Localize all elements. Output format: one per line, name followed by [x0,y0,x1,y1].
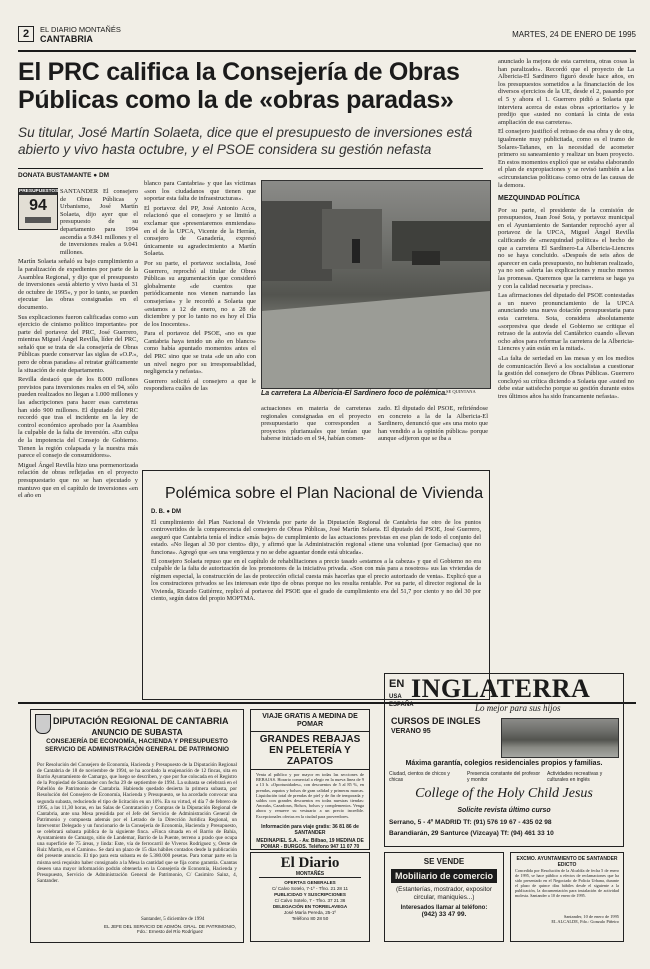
col2-para: Para el portavoz del PSOE, «no es que Cantabria haya tenido un año en blanco» como había apuntado momentos antes el del PRC sino que se trata «de un año con un nivel negro por su irresponsabilidad, negligencia y nefasta». [144,330,256,376]
ad-dip-title: DIPUTACIÓN REGIONAL DE CANTABRIA [53,716,229,726]
ad-pomar-info: Información para viaje gratis: 36 81 86 de SANTANDER [261,824,359,836]
ad-pomar [250,709,370,850]
ad-ing-banner: Máxima garantía, colegios residenciales propios y familias. [405,760,603,767]
ad-dip-signature: EL JEFE DEL SERVICIO DE ADMÓN. GRAL. DE PATRIMONIO, Fdo.: Ernesto del Río Rodríguez [104,924,236,935]
article-col-1 [18,188,138,696]
article-col-2 [144,180,256,480]
ad-pomar-body: Venta al público y por mayor en todas las secciones de REBAJAS. Horario comercial a elegir en la nueva línea de 9 a 13 h. «Oportunidades», con descuentos de 5 al 85 %, en prendas, zapatos y bolsos de gran calidad y primeras marcas. Liquidación total de prendas de piel y de fin de temporada y saldos con grandes descuentos en todas nuestras tiendas: Anoraks, Cazadoras, Bolsos, bolsos y complementos. Venga ahora y renueve su vestuario a un precio increíble. Excepcionales ofertas en la ciudad para proveedores. [256,772,364,819]
col1-para: Revilla destacó que de los 8.000 millones previstos para inversiones reales en el 94, sólo pueden realizados no llegan a 1.000 millones y las adscripciones para hacer esas carreteras han sido 900 millones. El diputado del PRC recordó que tras el incidente en la ley de control económico aprobado por la Asamblea la culpable de la falta de inversión. «En culpa de la impotencia del Consejo de Gobierno. Tienen la región colapsada y la nuestra más parece el consejo de consumidores». [18,376,138,460]
article-col-right [498,58,634,698]
col2-para: Guerrero solicitó al consejero a que le respondiera cuáles de las [144,377,256,393]
ad-diario-line: Teléfono 80 28 50 [291,916,329,921]
ad-ing-college: College of the Holy Child Jesus [415,786,593,801]
ad-diario-line: OFERTAS GENERALES [284,880,336,885]
ad-ayto-date: Santander, 10 de enero de 1995 [563,914,619,919]
ad-ing-feature: Presencia constante del profesor y monitor [467,771,541,783]
ad-ayto-subtitle: EDICTO [557,862,577,868]
ad-diario-line: DELEGACIÓN EN TORRELAVEGA [272,904,348,909]
photo-credit: SE QUINTANA [446,389,476,394]
col1-para: Miguel Ángel Revilla hizo una pormenorizada relación de obras reflejadas en el proyecto presupuestario que no se han ejecutado y mantuvo que en el capítulo de inversiones «en el año en [18,461,138,500]
ad-dip-body: Por Resolución del Consejero de Economía, Hacienda y Presupuesto de la Diputación Regional de Cantabria de 18 de noviembre de 1994, se ha acordado la enajenación de 12 fincas, sita en Barrio Ayuntamiento de Camargo, que luego se describen, y que por fue colocada en el Registro de la Propiedad de Santander con fecha 29 de septiembre de 1994. La subasta se celebrará en el Pabellón de Patrimonio de Cantabria. Habiendo quedado desierta la primera subasta, por Resolución del Consejero de Economía, Hacienda y Presupuesto, se ha acordado convocar una segunda subasta, reduciendo el tipo de licitación en un 10%. En su virtud, el día 7 de febrero de 1995, a las 11,30 horas, en las Salas de Contratación y Compras de la Diputación Regional de Cantabria, ante una Mesa presidida por el Jefe del Servicio de Administración General de Patrimonio y compuesta además por el Letrado de la Dirección Jurídica Regional, un Interventor Delegado y un funcionario de la Consejería de Economía, Hacienda y Presupuesto, se celebrará subasta pública de la siguiente finca. «Finca situada en el Barrio de Bahía, Ayuntamiento de Camargo, sitio de Landemar, Barrio de la Puente, terreno a prado que ocupa una superficie de 75 áreas, y linda: Este, vía de ferrocarril de Viveros Rodríguez y, Oeste de Ruiz Martín, en el Camino». Se dará un plazo de 15 días hábiles contados desde la publicación del presente anuncio. El tipo para esta subasta es de 5.380.000 pesetas. Para tomar parte en la misma será requisito haber consignado a la Mesa la cantidad que se fija como garantía. Cuantas deseen una mayor información podrán obtenerla en la Consejería de Economía, Hacienda y Presupuesto, Servicio de Administración General de Patrimonio, C/ Casimiro Sainz, 4, Santander. [37,762,237,884]
article-col-3: actuaciones en materia de carreteras regionales consignadas en el proyecto presupuestario que corresponden a proyectos plurianuales que tenían que haberse iniciado en el 94, habían comen- [261,405,371,443]
ad-ing-title: INGLATERRA [411,674,591,703]
ad-diario-line: PUBLICIDAD Y SUSCRIPCIONES [274,892,346,897]
ad-diario-title: El Diario [280,855,340,871]
ad-vende-items: (Estanterías, mostrador, expositor circular, maniquíes...) [396,886,492,901]
right-para: El consejero justificó el retraso de esa obra y de otra, igualmente muy publicitada, como es el tramo de Solares-Tañanes, en la necesidad de acometer primero su saneamiento y realizar un buen proyecto. En estos momentos explicó que se estaba elaborando el plan de expropiaciones y se revisó también a las «circunstancias políticas» como otra de las causas de la demora. [498,128,634,189]
ad-pomar-kicker: VIAJE GRATIS A MEDINA DE POMAR [262,713,358,728]
ad-vende-contact: Interesados llamar al teléfono: [400,905,488,911]
col1-para: Martín Solaeta señaló su bajo cumplimiento a la paralización de expedientes por parte de la Asamblea Regional, y dijo que el presupuesto de inversiones «está abierto y vivo hasta el 31 de octubre de 1995», y por lo tanto, se pueden ejecutar las obras consignadas en el documento. [18,258,138,311]
right-para: Por su parte, el presidente de la comisión de presupuestos, Juan José Sota, y portavoz municipal en el Ayuntamiento de Santander reprochó ayer al portavoz de la UPCA, Miguel Ángel Revilla calificando de «mezquindad política» el hecho de que a carretera El Sardinero-La Albericia-Liencres no se haya concluido. «Después de seis años de aparecer en cada presupuesto, no hubieran realizado, ya no son «alerta las explicaciones y mucho menos las promesas. Queremos que la carretera se haga ya y con la calidad necesaria y precisa». [498,206,634,290]
ad-inglaterra [384,673,624,847]
ad-diario-line: C/ Calvo Sotelo, 7-1º - Tfno. 21 28 11 [271,886,349,891]
ad-dip-date: Santander, 5 diciembre de 1994 [141,917,205,922]
ad-pomar-address: MEDINAPIEL S.A. - Av. Bilbao, 19 MEDINA DE POMAR - BURGOS. Teléfono 947 11 07 70 [256,838,364,850]
ad-ayuntamiento [510,852,624,942]
ad-ing-photo [501,718,619,758]
ad-ing-season: VERANO 95 [391,728,431,735]
ad-diario-subtitle: MONTAÑÉS [259,871,361,878]
paper-name: EL DIARIO MONTAÑÉS [40,25,121,34]
ad-ing-en: EN [389,678,405,690]
ad-diputacion [30,709,244,943]
ad-ayto-title: EXCMO. AYUNTAMIENTO DE SANTANDER [516,856,618,862]
headline: El PRC califica la Consejería de Obras Públicas como la de «obras paradas» [18,58,460,114]
ad-vende-kicker: SE VENDE [423,857,465,866]
photo-scene-icon [262,181,490,388]
ad-ing-brochure: Solicite revista último curso [457,807,551,814]
section-name: CANTABRIA [40,34,93,44]
ad-ing-spain: ESPAÑA [389,702,414,708]
ad-vende-title: Mobiliario de comercio [391,869,497,883]
col2-para: blanco para Cantabria» y que las víctimas «son los ciudadanos que tienen que soportar esta falta de infraestructuras». [144,180,256,203]
photo-caption: La carretera La Albericia-El Sardinero foco de polémica. [261,390,448,397]
logo-year: 94 [29,197,47,214]
ad-ing-feature: Ciudad, cientos de chicos y chicas [389,771,450,783]
subheadline: Su titular, José Martín Solaeta, dice que el presupuesto de inversiones está abierto y vivo hasta octubre, y el PSOE considera su gestión nefasta [18,125,473,157]
article-col-4: zado. El diputado del PSOE, refiriéndose en concreto a la de la Albericia-El Sardinero, denunció que «es una moto que han vendido a la opinión pública» porque aunque «dijeron que se iba a [378,405,488,443]
ad-ing-feature: Actividades recreativas y culturales en inglés [547,771,603,783]
ad-ing-usa: USA [389,694,402,700]
ad-ing-tagline: Lo mejor para sus hijos [475,703,561,713]
col1-para: SANTANDER El consejero de Obras Públicas y Urbanismo, José Martín Solaeta, dijo ayer que el presupuesto de su departamento para 1994 ascendía a 9.841 millones y el de inversiones reales a 9.041 millones. [60,188,138,256]
right-para: anunciado la mejora de esta carretera, otras cosas la han paralizado». Recordó que el proyecto de La Albericia-El Sardinero figuró desde hace años, en los presupuestos sometidos a la financiación de los diversos ejercicios de la UE, desde el 2, pasando por el 5 y ahora el 1. Guerrero pidió a Solaeta que interviera acerca de estas obras «prioritario» y le predijo que «usted no contará la cinta de esta ampliación de esa carretera». [498,58,634,126]
vivienda-box [142,470,490,700]
ad-ayto-signature: EL ALCALDE, Fdo.: Gonzalo Piñeiro [551,919,619,924]
ad-pomar-title: GRANDES REBAJAS EN PELETERÍA Y ZAPATOS [251,731,369,770]
byline-rule [18,168,483,169]
col2-para: El portavoz del PP, José Antonio Acos, relacionó que el consejero y se limitó a exclamar que «presentaremos enmiendas» en el de la UPCA, Vicente de la Herrán, consejero de Ganadería, expresó únicamente su agradecimiento a Martín Solaeta. [144,204,256,258]
ad-dip-subtitle: ANUNCIO DE SUBASTA [91,728,183,737]
col1-para: Sus explicaciones fueron calificadas como «un ejercicio de cinismo político importante» por parte del portavoz del PRC, José Guerrero, mientras Miguel Ángel Revilla, líder del PRC, señaló que se trata de «la consejería de Obras Públicas puede conservar las siglas de «O.P.», pero de obras paradas» al retratar gráficamente la situación de este departamento. [18,313,138,374]
ad-diario-line: José María Pereda, 25-1º [283,910,337,915]
right-subhead: MEZQUINDAD POLÍTICA [498,195,581,203]
page-number: 2 [18,26,34,42]
right-para: «La falta de seriedad en las mesas y en los medios de comunicación llevó a los socialistas a cuestionar la gestión del consejero de Obras Públicas. Guerrero concluyó su crítica diciendo a Solaeta que «usted no debe estar satisfecho porque su gestión durante estos tres últimos años ha sido francamente nefasta». [498,354,634,400]
box-para: El consejero Solaeta repuso que en el capítulo de rehabilitaciones a precio tasado «estamos a la cabeza» y que el Gobierno no era culpable de la falta de autorización de los promotores de la iniciativa privada. «Son con más para a nosotros» sus las viviendas de régimen especial, la construcción de las de protección oficial cuesta más hacerlas que el precio autorizado de venta». Explicó que a los constructores privados se les interesan este tipo de obras porque no les resulta rentable. Por su parte, el director regional de la Vivienda, Ricardo Gutiérrez, replicó al portavoz del PSOE que el grado de cumplimiento era del 51,7 por ciento y no del 30 por ciento, según datos del propio MOPTMA. [151,558,481,603]
ad-ing-address-2: Barandiarán, 29 Santurce (Vizcaya) Tf: (94) 461 33 10 [389,830,554,837]
ad-ing-address-1: Serrano, 5 - 4º MADRID Tf: (91) 576 19 67 - 435 02 98 [389,819,552,826]
header-rule [18,50,636,52]
page-header [18,26,636,50]
col2-para: Por su parte, el portavoz socialista, José Guerrero, reprochó al titular de Obras Públicas su argumentación que consideró globalmente «de cuentos que periódicamente nos vienen narrando las consejerías» y le recordó a Solaeta que «estamos a 12 de enero, no a 28 de diciembre y por lo tanto no es hoy el Día de los Inocentes». [144,259,256,328]
street-photo [261,180,491,389]
logo-label: PRESUPUESTOS [19,189,59,194]
box-para: El cumplimiento del Plan Nacional de Vivienda por parte de la Diputación Regional de Cantabria fue otro de los puntos controvertidos de la comparecencia del consejero de Obras Públicas, José Martín Solaeta. El diputado del PSOE, José Guerrero, aseguró que Cantabria tenía el índice «más bajo» de cumplimiento de las actuaciones previstas en ese plan de todo el conjunto del estado. «No llegan al 30 por ciento» dijo, y afirmó que la Administración regional «tiene una voluntad (por Gemacisa) que no funciona». Agregó que «es una vergüenza y no se debe aguantar donde está ubicada». [151,519,481,556]
ad-vende [384,852,504,942]
issue-date: MARTES, 24 DE ENERO DE 1995 [512,30,636,39]
right-para: Las afirmaciones del diputado del PSOE contestadas a un nuevo pronunciamiento de la UPCA anunciando una nueva dotación presupuestaria para esta carretera. Sota, considera absolutamente «sorpresiva que desde el Gobierno se critique el retraso de la autovía del Cantábrico cuando «llevan ocho años para reformar la carretera de la Albericia-Liencres y aún están en la mitad». [498,292,634,353]
ad-diario-line: C/ Calvo Sotelo, 7 - Tfno. 37 21 36 [274,898,346,903]
ad-ing-courses: CURSOS DE INGLES [391,716,481,726]
byline: DONATA BUSTAMANTE ● DM [18,172,110,179]
ad-dip-heading: CONSEJERÍA DE ECONOMÍA, HACIENDA Y PRESUPUESTO SERVICIO DE ADMINISTRACIÓN GENERAL DE PATRIMONIO [45,738,229,753]
box-byline: D. B. ● DM [151,509,181,515]
box-body [151,519,481,695]
ad-diario [250,852,370,942]
box-headline: Polémica sobre el Plan Nacional de Vivienda [165,485,484,502]
ad-ayto-body: Concedida por Resolución de la Alcaldía de fecha 5 de enero de 1995, se hace público a efectos de reclamaciones que ha sido presentado en el Negociado de Policía Urbana, durante el plazo de quince días hábiles desde el siguiente a la publicación, la documentación para instalación de actividad molesta. Santander a 10 de enero de 1995. [515,868,619,898]
ad-vende-phone: (942) 33 47 99. [421,911,467,918]
